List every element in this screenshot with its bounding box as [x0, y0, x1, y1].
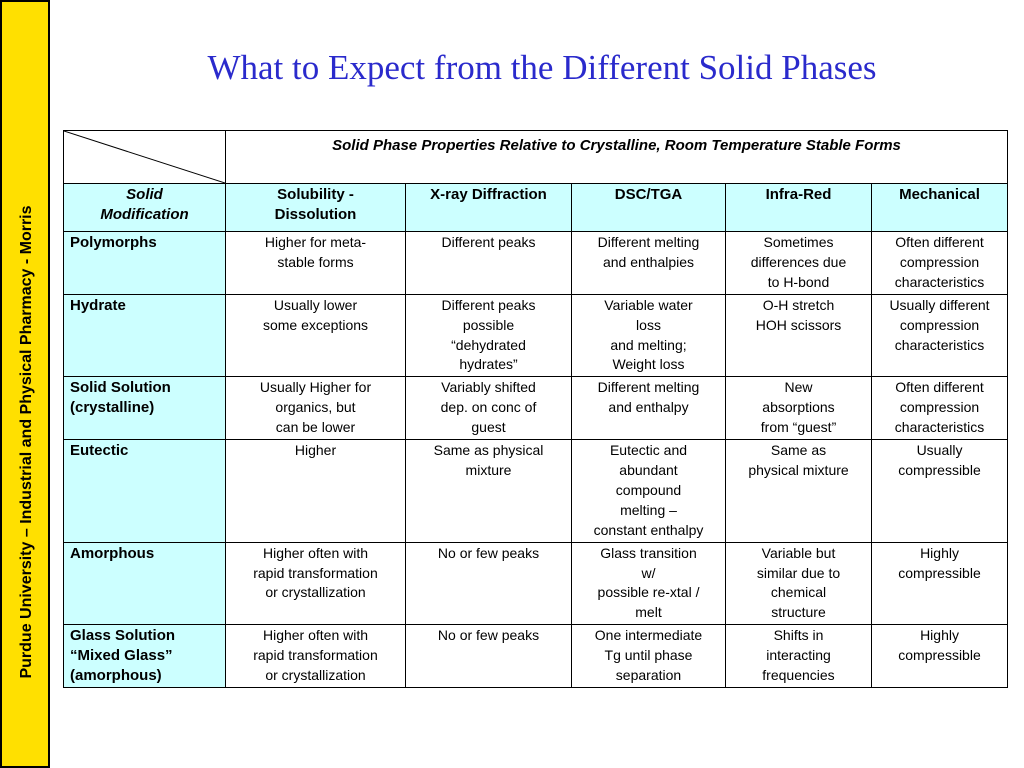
table-cell: Usually different compression characteristics — [872, 294, 1008, 377]
table-cell: Higher — [226, 440, 406, 543]
row-header: Eutectic — [64, 440, 226, 543]
table-cell: Highly compressible — [872, 625, 1008, 688]
table-cell: Same as physical mixture — [406, 440, 572, 543]
table-cell: Eutectic and abundant compound melting – constant enthalpy — [572, 440, 726, 543]
column-header-row — [64, 184, 1008, 232]
table-row — [64, 232, 1008, 295]
table-cell: Higher often with rapid transformation or crystallization — [226, 625, 406, 688]
table-cell: New absorptions from “guest” — [726, 377, 872, 440]
table-cell: Variable water loss and melting; Weight loss — [572, 294, 726, 377]
row-header: Solid Solution (crystalline) — [64, 377, 226, 440]
table-cell: Different melting and enthalpies — [572, 232, 726, 295]
table-cell: Usually lower some exceptions — [226, 294, 406, 377]
table-cell: Different melting and enthalpy — [572, 377, 726, 440]
table-row — [64, 542, 1008, 625]
column-header: Solid Modification — [64, 184, 226, 232]
table-cell: Usually Higher for organics, but can be lower — [226, 377, 406, 440]
table-cell: Higher for meta- stable forms — [226, 232, 406, 295]
table-cell: Higher often with rapid transformation or crystallization — [226, 542, 406, 625]
table-cell: One intermediate Tg until phase separation — [572, 625, 726, 688]
row-header: Glass Solution “Mixed Glass” (amorphous) — [64, 625, 226, 688]
table-cell: No or few peaks — [406, 625, 572, 688]
column-header: DSC/TGA — [572, 184, 726, 232]
table-cell: Often different compression characteristics — [872, 232, 1008, 295]
table-cell: O-H stretch HOH scissors — [726, 294, 872, 377]
column-header: Infra-Red — [726, 184, 872, 232]
column-header: Solubility - Dissolution — [226, 184, 406, 232]
table-cell: Different peaks possible “dehydrated hydrates” — [406, 294, 572, 377]
corner-diagonal-line — [64, 131, 225, 183]
table-row — [64, 440, 1008, 543]
table-cell: Often different compression characteristics — [872, 377, 1008, 440]
corner-cell — [64, 131, 226, 184]
table-cell: Highly compressible — [872, 542, 1008, 625]
table-cell: No or few peaks — [406, 542, 572, 625]
row-header: Polymorphs — [64, 232, 226, 295]
table-row — [64, 294, 1008, 377]
table-span-header-row — [64, 131, 1008, 184]
column-header: Mechanical — [872, 184, 1008, 232]
table-cell: Same as physical mixture — [726, 440, 872, 543]
solid-phase-properties-table — [63, 130, 1008, 688]
sidebar-banner — [0, 0, 50, 768]
row-header: Hydrate — [64, 294, 226, 377]
table-row — [64, 377, 1008, 440]
span-header: Solid Phase Properties Relative to Crystalline, Room Temperature Stable Forms — [226, 131, 1008, 184]
table-row — [64, 625, 1008, 688]
slide-title: What to Expect from the Different Solid Phases — [207, 48, 877, 87]
table-cell: Shifts in interacting frequencies — [726, 625, 872, 688]
table-cell: Usually compressible — [872, 440, 1008, 543]
table-cell: Variable but similar due to chemical structure — [726, 542, 872, 625]
sidebar-credit: Purdue University – Industrial and Physical Pharmacy - Morris — [18, 205, 35, 679]
table-cell: Different peaks — [406, 232, 572, 295]
table-cell: Variably shifted dep. on conc of guest — [406, 377, 572, 440]
table-cell: Sometimes differences due to H-bond — [726, 232, 872, 295]
table-cell: Glass transition w/ possible re-xtal / melt — [572, 542, 726, 625]
column-header: X-ray Diffraction — [406, 184, 572, 232]
row-header: Amorphous — [64, 542, 226, 625]
